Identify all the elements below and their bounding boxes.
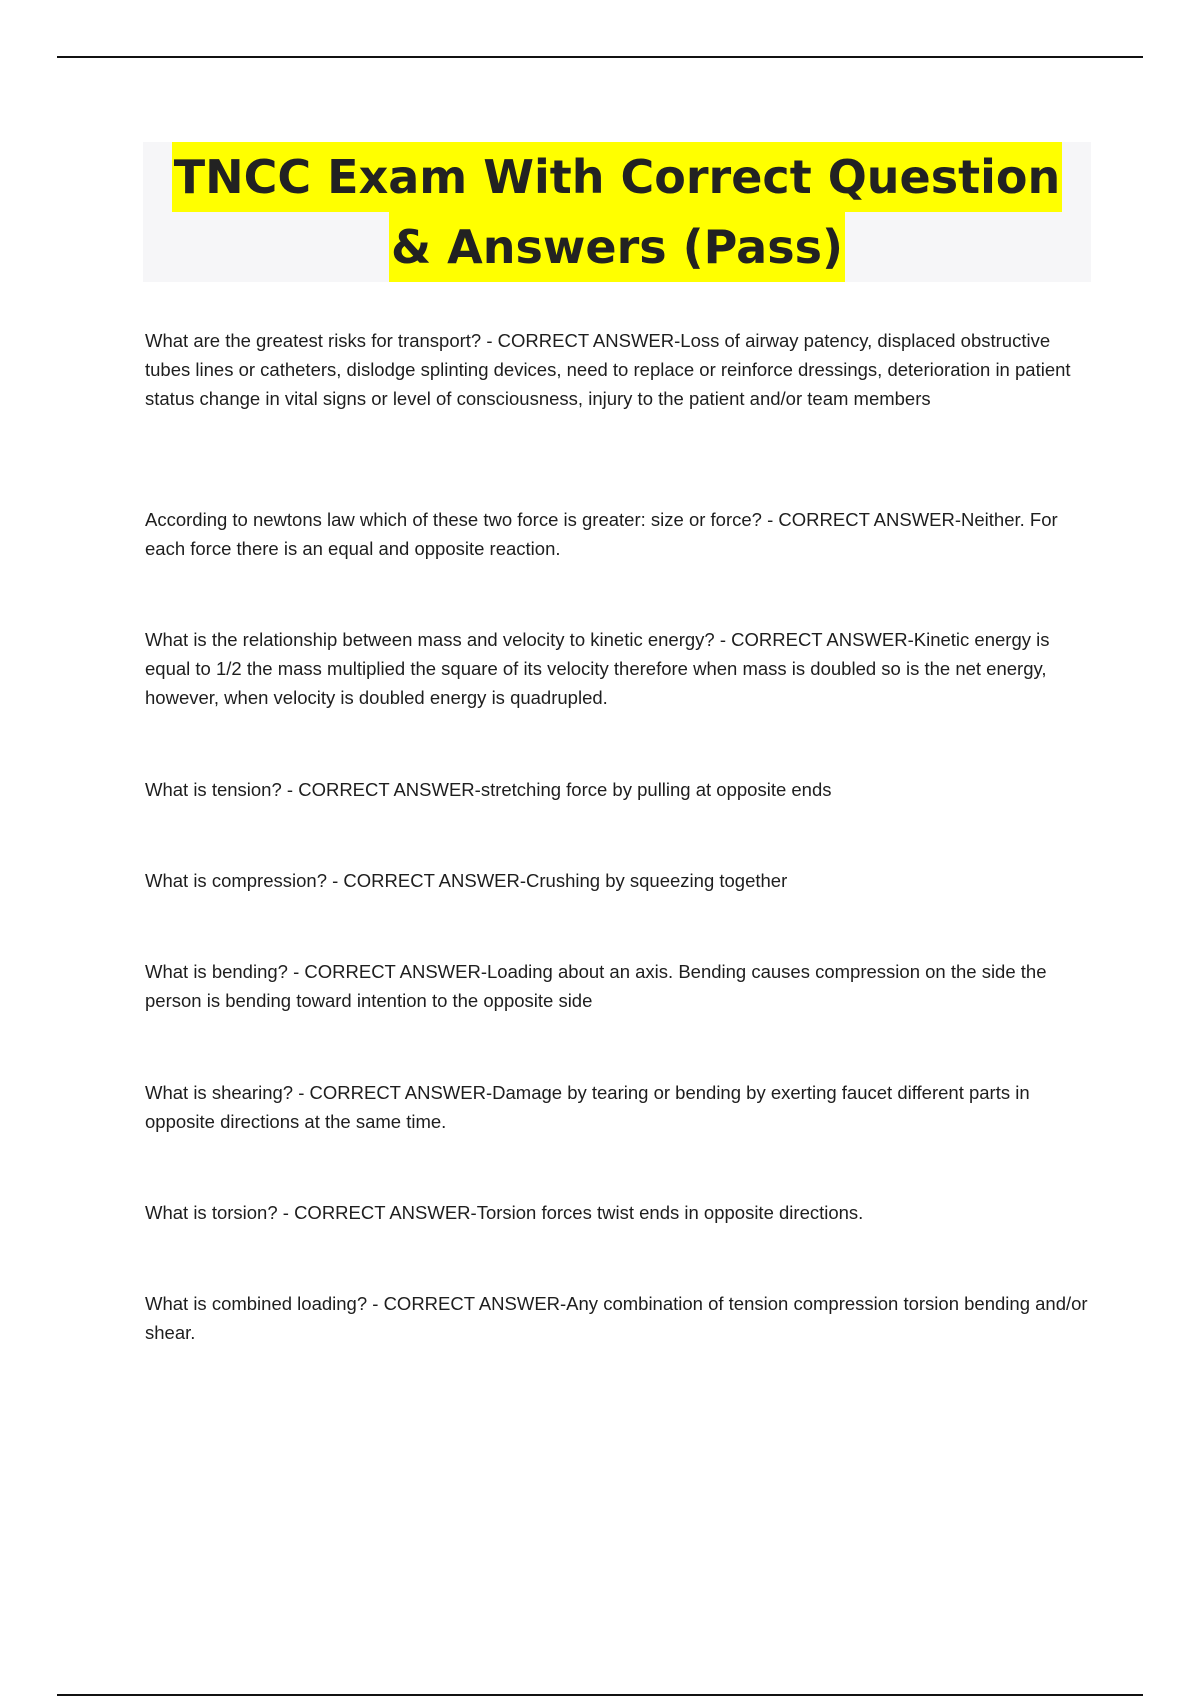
qa-item-tension: What is tension? - CORRECT ANSWER-stretching force by pulling at opposite ends xyxy=(145,779,832,800)
qa-item-kinetic-energy: What is the relationship between mass and velocity to kinetic energy? - CORRECT ANSWER-Kinetic energy is equal to 1/2 the mass multiplied the square of its velocity therefore when mass is doubled so is the net energy, however, when velocity is doubled energy is quadrupled. xyxy=(145,629,1050,708)
title-block xyxy=(143,142,1091,282)
qa-item-transport-risks: What are the greatest risks for transport? - CORRECT ANSWER-Loss of airway patency, displaced obstructive tubes lines or catheters, dislodge splinting devices, need to replace or reinforce dressings, deterioration in patient status change in vital signs or level of consciousness, injury to the patient and/or team members xyxy=(145,330,1071,409)
qa-item-bending: What is bending? - CORRECT ANSWER-Loading about an axis. Bending causes compression on the side the person is bending toward intention to the opposite side xyxy=(145,961,1047,1011)
document-title-line-1: TNCC Exam With Correct Question xyxy=(172,142,1063,212)
top-divider xyxy=(57,56,1143,58)
qa-item-compression: What is compression? - CORRECT ANSWER-Crushing by squeezing together xyxy=(145,870,788,891)
qa-item-newtons-law: According to newtons law which of these two force is greater: size or force? - CORRECT ANSWER-Neither. For each force there is an equal and opposite reaction. xyxy=(145,509,1058,559)
document-title-line-2: & Answers (Pass) xyxy=(389,212,845,282)
qa-item-torsion: What is torsion? - CORRECT ANSWER-Torsion forces twist ends in opposite directions. xyxy=(145,1202,864,1223)
qa-item-shearing: What is shearing? - CORRECT ANSWER-Damage by tearing or bending by exerting faucet different parts in opposite directions at the same time. xyxy=(145,1082,1030,1132)
bottom-divider xyxy=(57,1694,1143,1696)
qa-item-combined-loading: What is combined loading? - CORRECT ANSWER-Any combination of tension compression torsion bending and/or shear. xyxy=(145,1293,1088,1343)
